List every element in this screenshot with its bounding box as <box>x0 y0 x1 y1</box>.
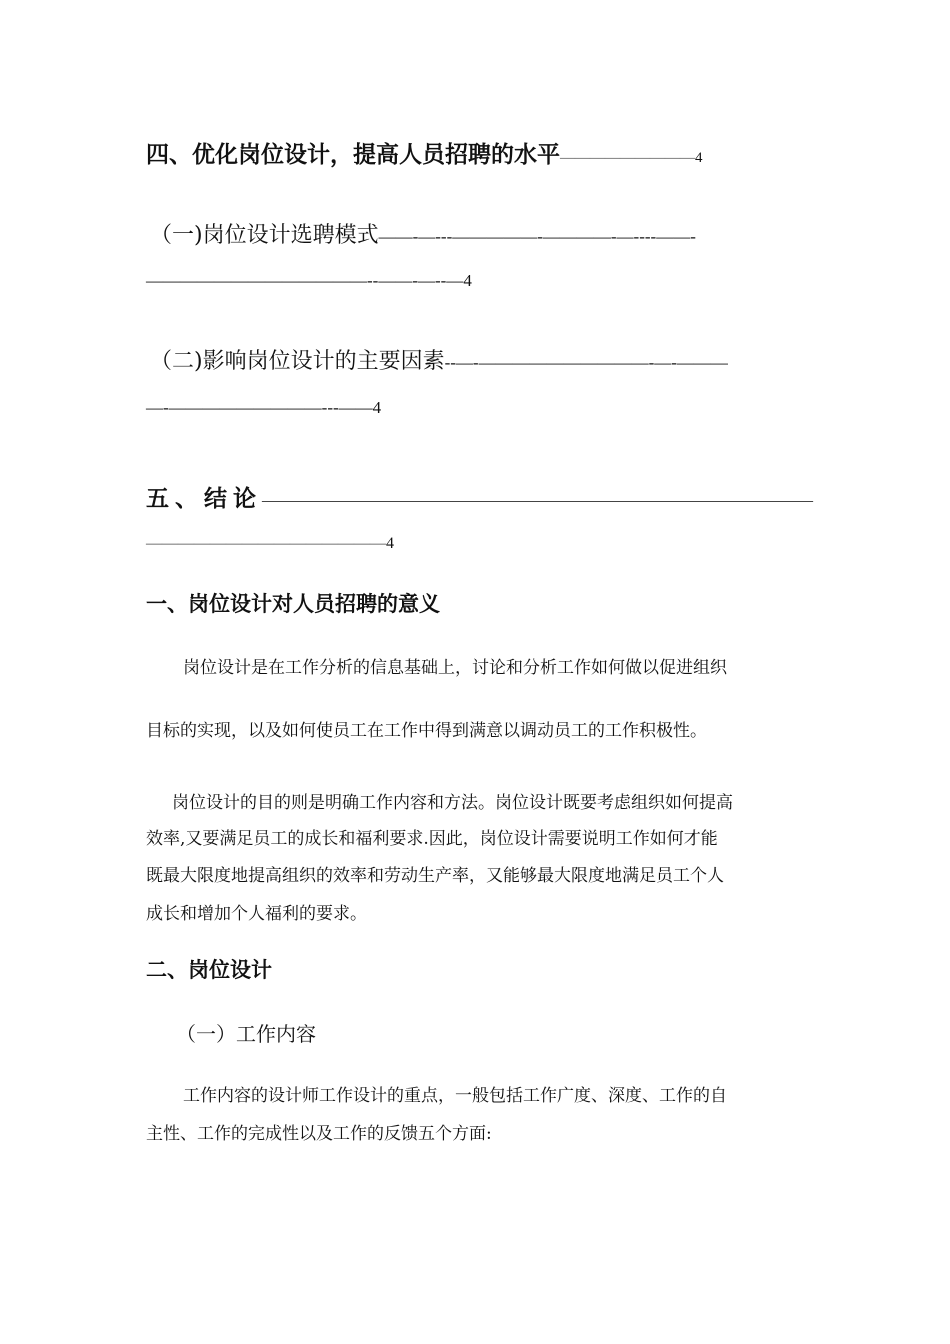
section-heading: 一、岗位设计对人员招聘的意义 <box>146 592 440 616</box>
paragraph-line: 主性、工作的完成性以及工作的反馈五个方面: <box>146 1124 492 1144</box>
toc-page-number: 4 <box>463 271 472 290</box>
paragraph-line: 效率,又要满足员工的成长和福利要求.因此，岗位设计需要说明工作如何才能 <box>146 829 718 849</box>
toc-leader: --—-——————————-—-——— <box>444 353 728 372</box>
toc-entry-title: 四、优化岗位设计，提高人员招聘的水平 <box>146 142 560 168</box>
paragraph-line: 既最大限度地提高组织的效率和劳动生产率，又能够最大限度地满足员工个人 <box>146 866 724 886</box>
toc-page-number: 4 <box>695 150 703 166</box>
toc-entry-4-1-continued <box>146 271 472 291</box>
section-heading: 二、岗位设计 <box>146 958 272 982</box>
paragraph-line: 成长和增加个人福利的要求。 <box>146 904 367 924</box>
toc-entry-5-continued <box>146 533 394 553</box>
paragraph-line: 工作内容的设计师工作设计的重点，一般包括工作广度、深度、工作的自 <box>183 1086 727 1106</box>
toc-leader: —-—————————---—— <box>146 398 373 417</box>
toc-leader: ————————— <box>560 150 695 166</box>
toc-entry-4-1 <box>150 218 696 249</box>
toc-entry-4 <box>146 136 703 169</box>
paragraph-line: 岗位设计的目的则是明确工作内容和方法。岗位设计既要考虑组织如何提高 <box>172 793 733 813</box>
paragraph-line: 目标的实现，以及如何使员工在工作中得到满意以调动员工的工作积极性。 <box>146 721 707 741</box>
toc-page-number: 4 <box>372 398 382 417</box>
toc-page-number: 4 <box>386 535 394 552</box>
subsection-heading: （一）工作内容 <box>176 1022 316 1046</box>
toc-leader: ——————————————— <box>146 535 386 552</box>
toc-entry-title: 五、结论 <box>146 486 262 512</box>
toc-leader: ——-—---—————-————-—----——- <box>378 227 696 246</box>
toc-entry-5 <box>146 480 813 513</box>
toc-leader: ————————————————————————————— <box>262 490 813 511</box>
toc-entry-title: （二)影响岗位设计的主要因素 <box>150 349 445 374</box>
toc-leader: —————————————--——-—--— <box>146 271 464 290</box>
toc-entry-title: （一)岗位设计选聘模式 <box>150 223 379 248</box>
paragraph-line: 岗位设计是在工作分析的信息基础上，讨论和分析工作如何做以促进组织 <box>183 658 727 678</box>
toc-entry-4-2-continued <box>146 398 381 418</box>
toc-entry-4-2 <box>150 344 728 375</box>
